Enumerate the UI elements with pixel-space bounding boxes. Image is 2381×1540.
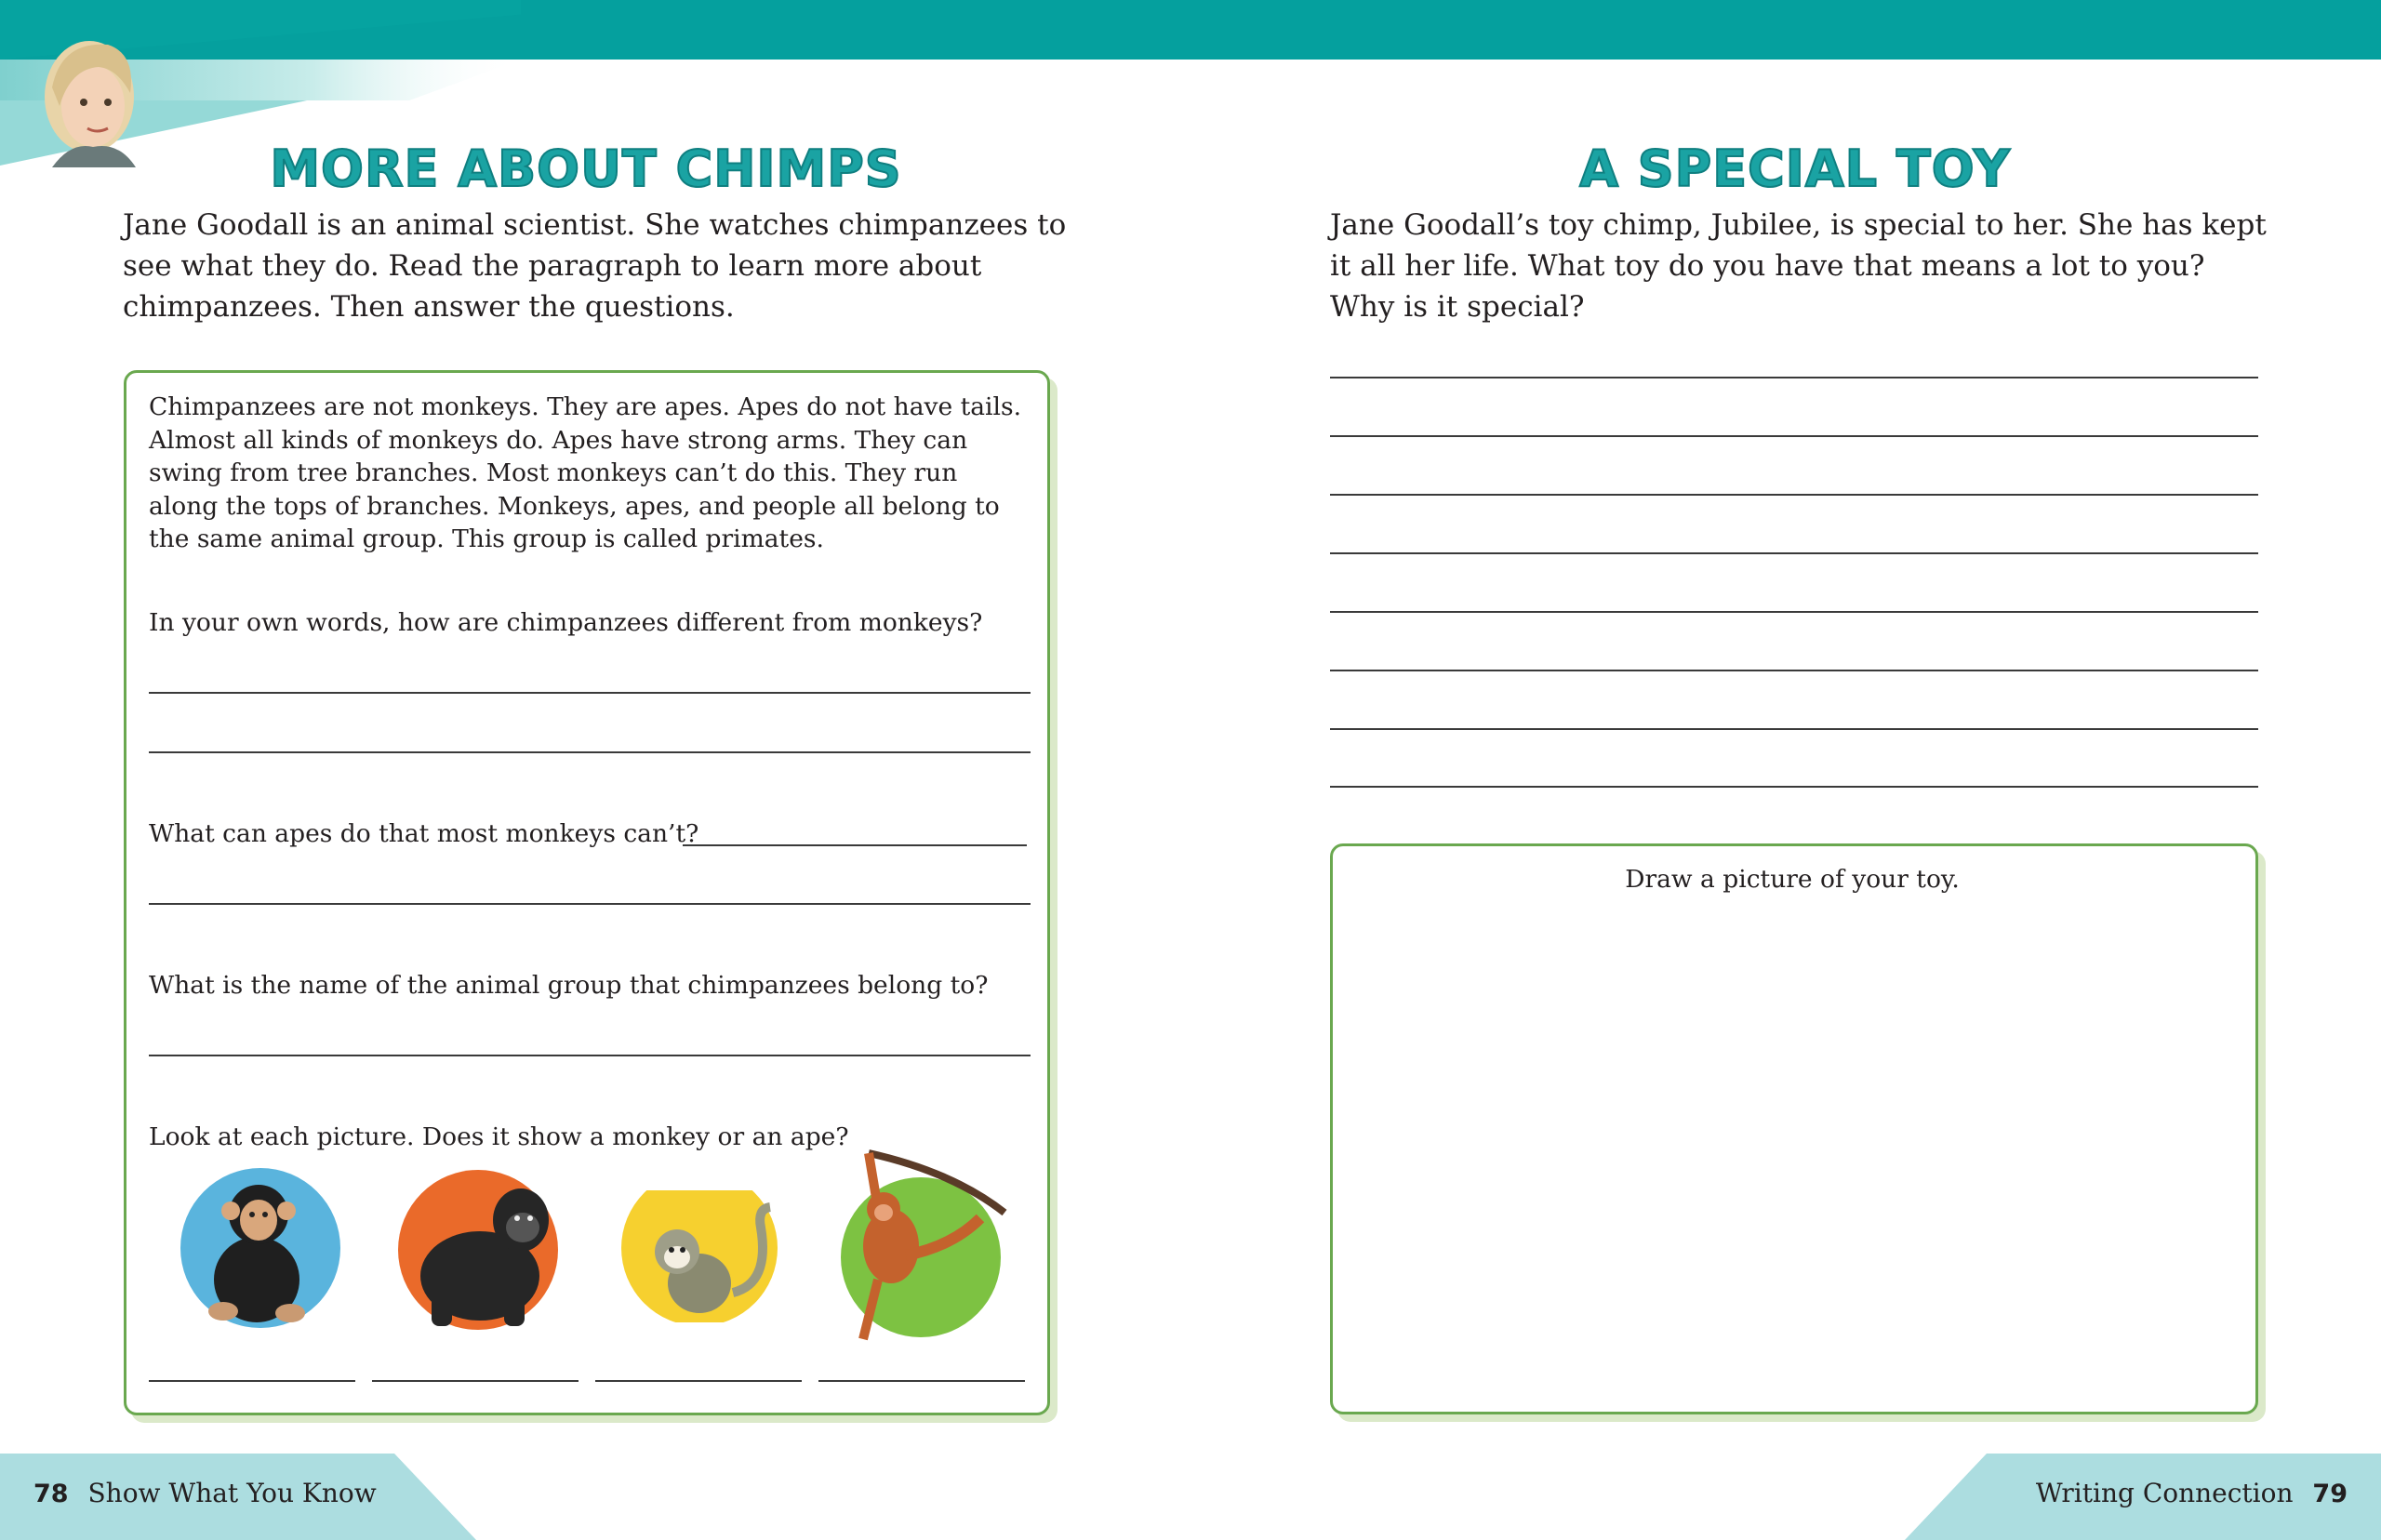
- drawing-box[interactable]: [1330, 843, 2258, 1414]
- writing-line-2[interactable]: [1330, 435, 2258, 437]
- writing-line-3[interactable]: [1330, 494, 2258, 496]
- chimpanzee-passage: Chimpanzees are not monkeys. They are apes. Apes do not have tails. Almost all kinds of monkeys do. Apes have strong arms. They can swing from tree branches. Most monkeys can’t do this. They run along the tops of branches. Monkeys, apes, and people all belong to the same animal group. This group is called primates.: [149, 392, 1021, 554]
- orangutan-picture: [841, 1144, 1008, 1345]
- animal-answer-line-2[interactable]: [372, 1380, 579, 1382]
- animal-answer-line-1[interactable]: [149, 1380, 355, 1382]
- right-intro-text: Jane Goodall’s toy chimp, Jubilee, is special to her. She has kept it all her life. What toy do you have that means a lot to you? Why is it special?: [1330, 208, 2267, 324]
- question-3: What is the name of the animal group that chimpanzees belong to?: [149, 971, 989, 1000]
- question-2: What can apes do that most monkeys can’t?: [149, 819, 699, 848]
- chimpanzee-picture: [173, 1168, 348, 1328]
- left-footer: [33, 1477, 377, 1511]
- writing-line-8[interactable]: [1330, 786, 2258, 788]
- answer-line-1a[interactable]: [149, 692, 1031, 694]
- question-1: In your own words, how are chimpanzees different from monkeys?: [149, 608, 983, 637]
- gorilla-picture: [394, 1164, 562, 1334]
- question-4: Look at each picture. Does it show a monkey or an ape?: [149, 1122, 849, 1151]
- draw-prompt: Draw a picture of your toy.: [1625, 865, 1960, 894]
- answer-line-2a[interactable]: [683, 844, 1027, 846]
- squirrel-monkey-picture: [621, 1190, 787, 1322]
- left-footer-label: Show What You Know: [87, 1478, 377, 1508]
- writing-line-4[interactable]: [1330, 552, 2258, 554]
- right-footer-label: Writing Connection: [2035, 1478, 2294, 1508]
- writing-line-7[interactable]: [1330, 728, 2258, 730]
- answer-line-2b[interactable]: [149, 903, 1031, 905]
- answer-line-1b[interactable]: [149, 751, 1031, 753]
- left-page-heading: MORE ABOUT CHIMPS: [270, 139, 902, 198]
- answer-line-3[interactable]: [149, 1055, 1031, 1056]
- right-footer: [2036, 1477, 2348, 1511]
- writing-line-6[interactable]: [1330, 670, 2258, 671]
- right-page-heading: A SPECIAL TOY: [1579, 139, 2011, 198]
- left-page-number: 78: [33, 1480, 69, 1508]
- animal-answer-line-3[interactable]: [595, 1380, 802, 1382]
- writing-line-5[interactable]: [1330, 611, 2258, 613]
- left-intro-text: Jane Goodall is an animal scientist. She watches chimpanzees to see what they do. Read the paragraph to learn more about chimpanzees. Then answer the questions.: [123, 208, 1067, 324]
- animal-answer-line-4[interactable]: [818, 1380, 1025, 1382]
- right-page-number: 79: [2312, 1480, 2348, 1508]
- writing-line-1[interactable]: [1330, 377, 2258, 378]
